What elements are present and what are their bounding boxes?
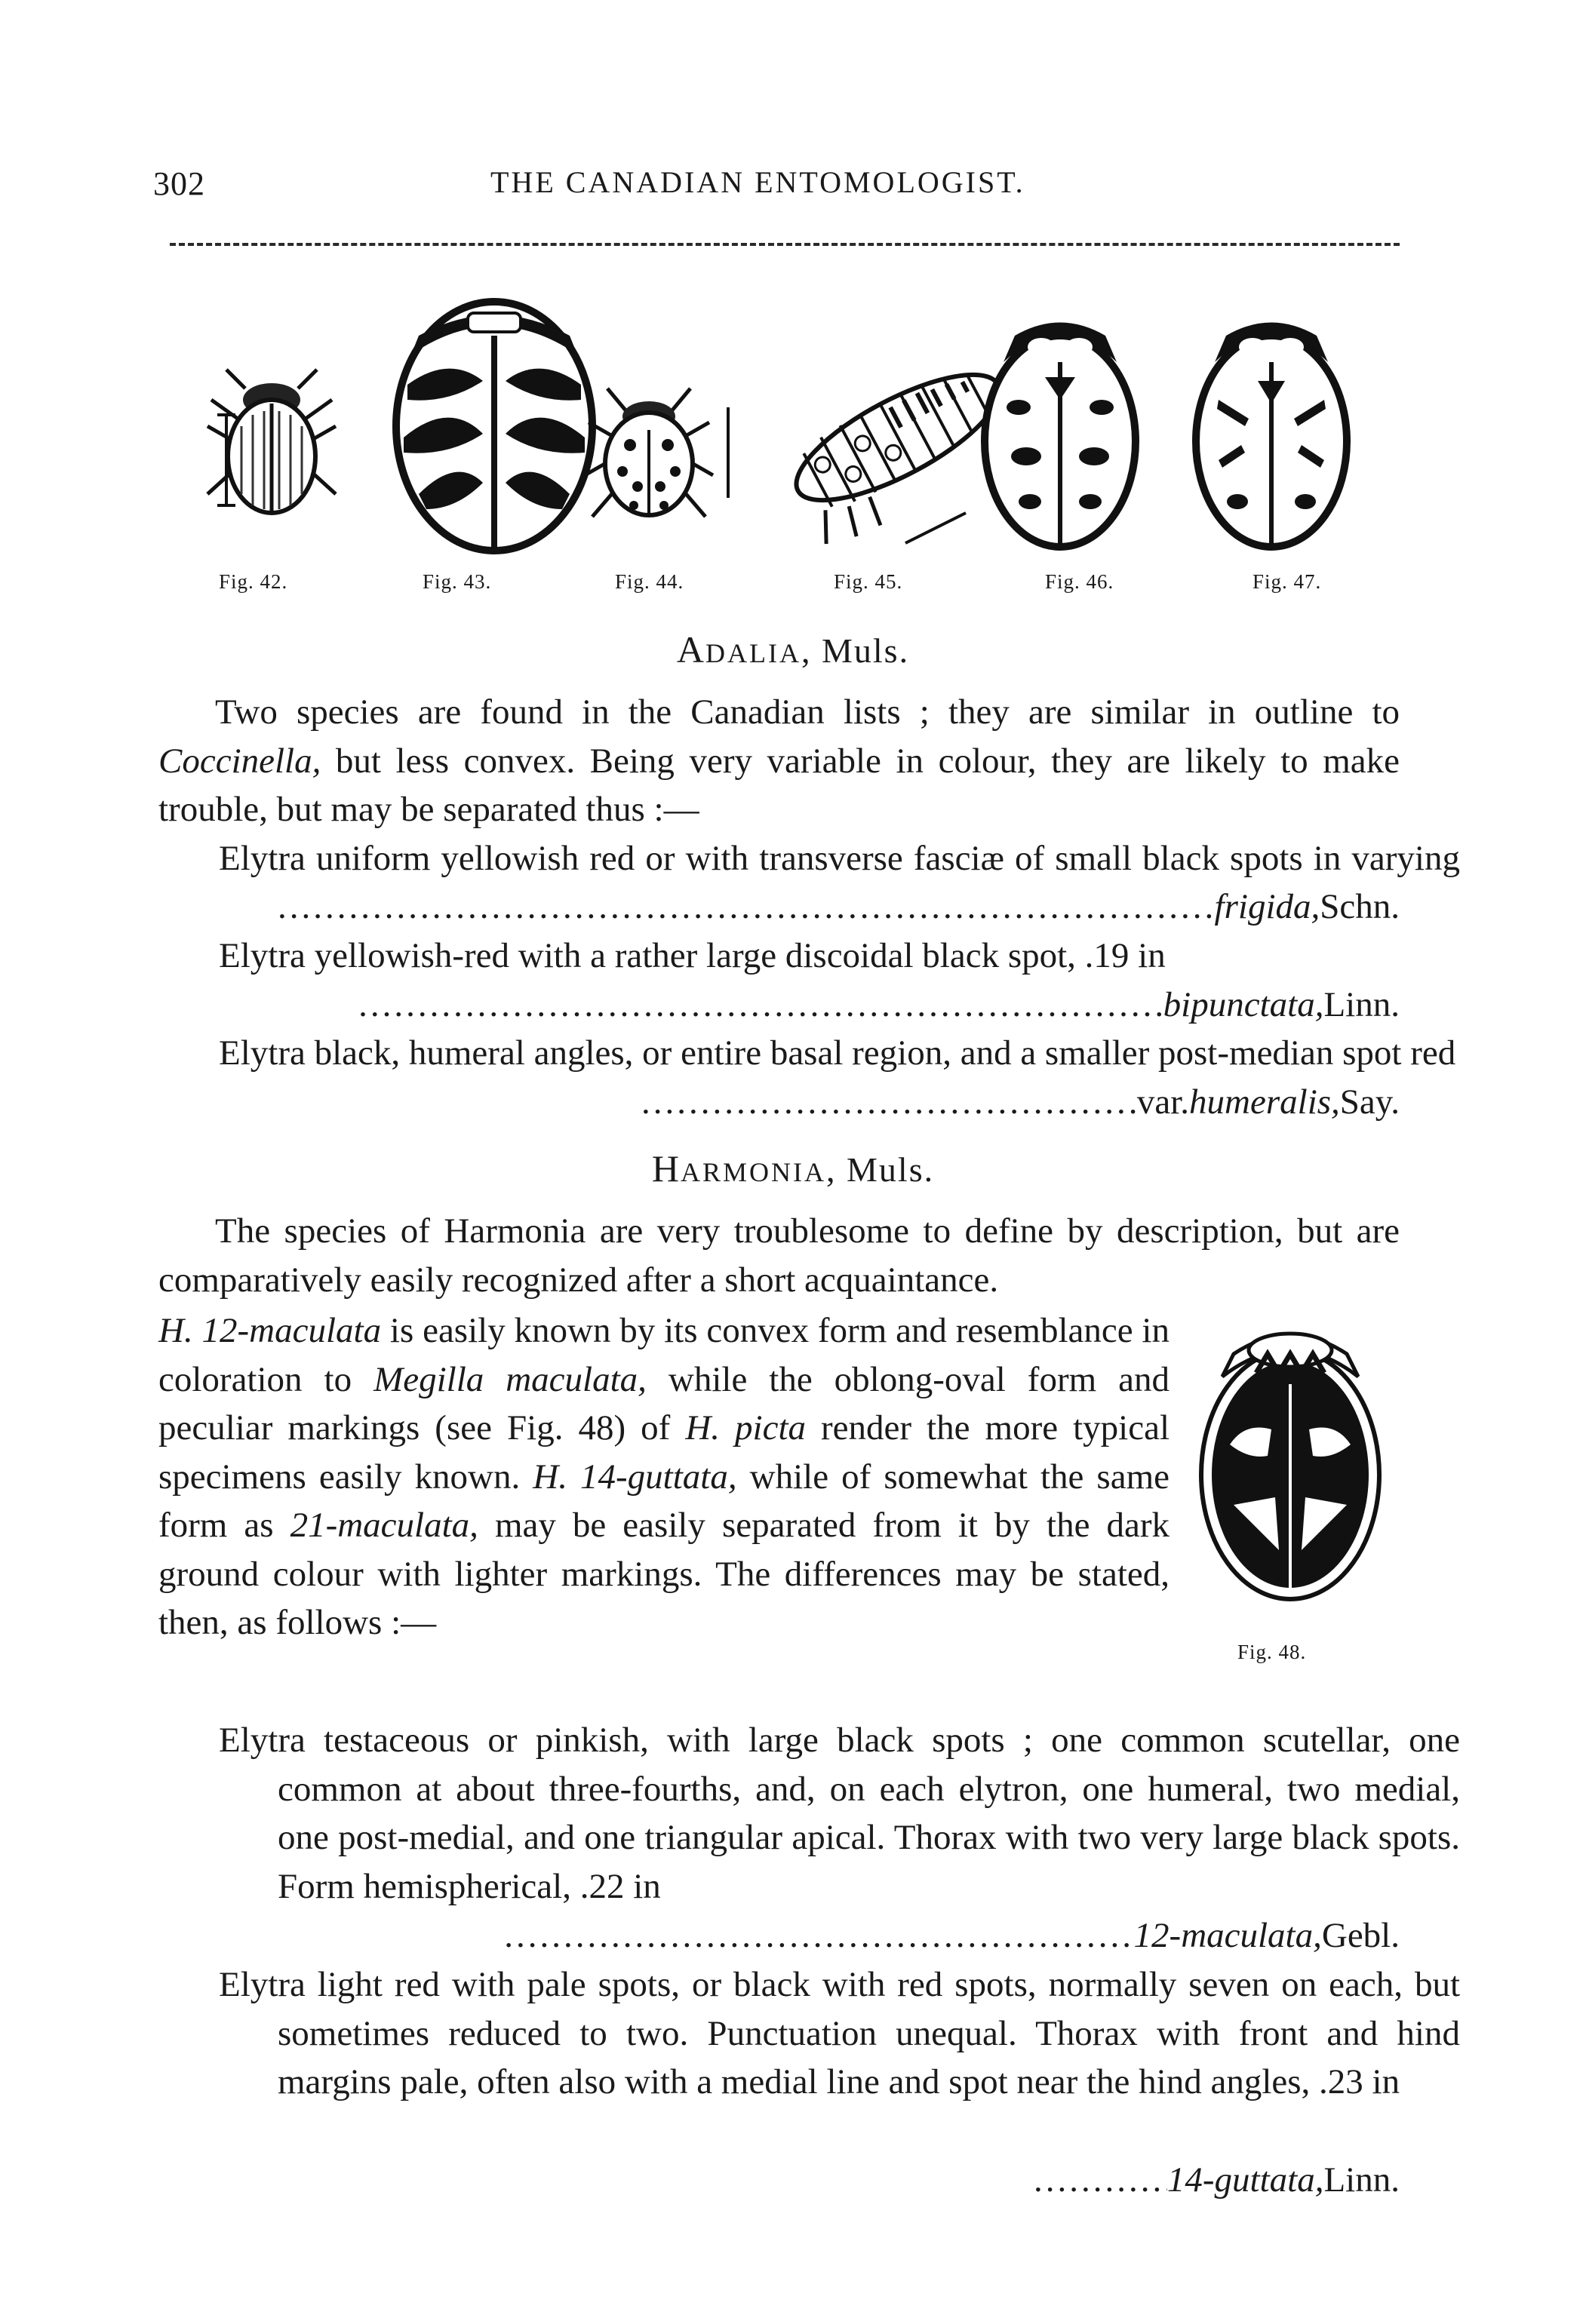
adalia-key-entry <box>219 1029 1460 1078</box>
fig-42-beetle-illustration <box>207 370 336 513</box>
variety-prefix: var. <box>1136 1082 1190 1122</box>
harmonia-key-entry <box>219 1716 1460 1911</box>
fig-48-beetle-illustration <box>1185 1309 1411 1633</box>
species-ref-21-maculata: 21-maculata, <box>290 1506 478 1545</box>
entry-description: Elytra uniform yellowish red or with transverse fasciæ of small black spots in varying <box>219 839 1460 878</box>
paragraph-text: may be easily separated from it by the dark ground colour with lighter markings. The differences may be stated, then, as follows :— <box>158 1506 1170 1642</box>
entry-description: Elytra light red with pale spots, or black with red spots, normally seven on each, but sometimes reduced to two. Punctuation unequal. Thorax with front and hind margins pale, often also with a medial line and spot near the hind angles, .23 in <box>219 1965 1460 2101</box>
species-ref-megilla: Megilla maculata, <box>373 1359 647 1399</box>
entry-description: Elytra black, humeral angles, or entire basal region, and a smaller post-median spot red <box>219 1033 1456 1073</box>
adalia-heading-author: , Muls. <box>801 631 910 670</box>
leader-dots <box>504 1911 1133 1960</box>
adalia-intro-text-2: but less convex. Being very variable in colour, they are likely to make trouble, but may be separated thus :— <box>158 741 1400 829</box>
species-name: humeralis, <box>1189 1082 1340 1122</box>
paragraph-text: is easily known by its convex form and resemblance in coloration to <box>158 1311 1170 1399</box>
adalia-intro-text-1: Two species are found in the Canadian lists ; they are similar in outline to <box>215 692 1400 732</box>
running-head: THE CANADIAN ENTOMOLOGIST. <box>490 165 1025 199</box>
species-name: 12-maculata, <box>1133 1916 1322 1955</box>
paragraph-text: while the oblong-oval form and peculiar markings (see Fig. 48) of <box>158 1359 1170 1448</box>
fig-47-beetle-illustration <box>1196 323 1347 548</box>
adalia-key-entry <box>219 834 1460 883</box>
fig-46-label: Fig. 46. <box>1045 570 1114 593</box>
beetle-figure-strip <box>151 287 1434 566</box>
fig-45-label: Fig. 45. <box>834 570 903 593</box>
paragraph-text: render the more typical specimens easily known. <box>158 1408 1170 1497</box>
entry-description: Elytra yellowish-red with a rather large discoidal black spot, .19 in <box>219 936 1166 975</box>
fig-47-label: Fig. 47. <box>1253 570 1322 593</box>
species-ref-12-maculata: H. 12-maculata <box>158 1311 382 1350</box>
leader-dots <box>278 883 1215 932</box>
species-ref-14-guttata: H. 14-guttata, <box>533 1457 737 1497</box>
harmonia-heading <box>0 1147 1586 1190</box>
harmonia-paragraph-2 <box>158 1306 1170 1647</box>
species-ref-picta: H. picta <box>685 1408 807 1448</box>
species-author: Gebl. <box>1321 1916 1400 1955</box>
page-number: 302 <box>153 165 205 202</box>
adalia-heading-rest: DALIA <box>705 638 801 668</box>
entry-description: Elytra testaceous or pinkish, with large black spots ; one common scutellar, one common at about three-fourths, and, on each elytron, one humeral, two medial, one post-medial, and one triangular apical. Thorax with two very large black spots. Form hemispherical, .22 in <box>219 1721 1460 1906</box>
species-author: Linn. <box>1323 2160 1400 2200</box>
fig-44-beetle-illustration <box>585 388 728 517</box>
species-author: Say. <box>1339 1082 1400 1122</box>
fig-46-beetle-illustration <box>985 323 1136 548</box>
species-name: bipunctata, <box>1163 985 1324 1024</box>
species-author: Linn. <box>1323 985 1400 1024</box>
adalia-entry-3-leader <box>641 1078 1400 1127</box>
fig-42-label: Fig. 42. <box>219 570 288 593</box>
fig-43-beetle-illustration <box>396 302 592 551</box>
header-rule <box>170 243 1400 246</box>
harmonia-key-entry <box>219 1960 1460 2155</box>
leader-dots <box>1034 2156 1167 2205</box>
adalia-key-entry <box>219 932 1460 981</box>
adalia-heading <box>0 628 1586 671</box>
leader-dots <box>358 981 1163 1030</box>
species-author: Schn. <box>1320 887 1400 926</box>
harmonia-entry-1-leader <box>278 1911 1400 1960</box>
fig-45-scale-line <box>905 513 966 543</box>
harmonia-heading-author: , Muls. <box>826 1150 935 1189</box>
harmonia-paragraph-1: The species of Harmonia are very troublesome to define by description, but are comparatively easily recognized after a short acquaintance. <box>158 1211 1400 1300</box>
species-name: frigida, <box>1214 887 1320 926</box>
paragraph-text: while of somewhat the same form as <box>158 1457 1170 1545</box>
adalia-entry-1-leader <box>278 883 1400 932</box>
adalia-intro-paragraph <box>158 688 1400 834</box>
fig-48-label: Fig. 48. <box>1237 1641 1307 1663</box>
harmonia-heading-rest: ARMONIA <box>681 1157 827 1187</box>
adalia-intro-genus: Coccinella, <box>158 741 321 781</box>
adalia-heading-initial: A <box>676 628 706 671</box>
leader-dots <box>641 1078 1137 1127</box>
adalia-entry-2-leader <box>278 981 1400 1030</box>
harmonia-entry-2-leader <box>1034 2156 1400 2205</box>
fig-43-label: Fig. 43. <box>423 570 492 593</box>
species-name: 14-guttata, <box>1166 2160 1324 2200</box>
fig-44-label: Fig. 44. <box>615 570 684 593</box>
harmonia-heading-initial: H <box>651 1147 681 1190</box>
